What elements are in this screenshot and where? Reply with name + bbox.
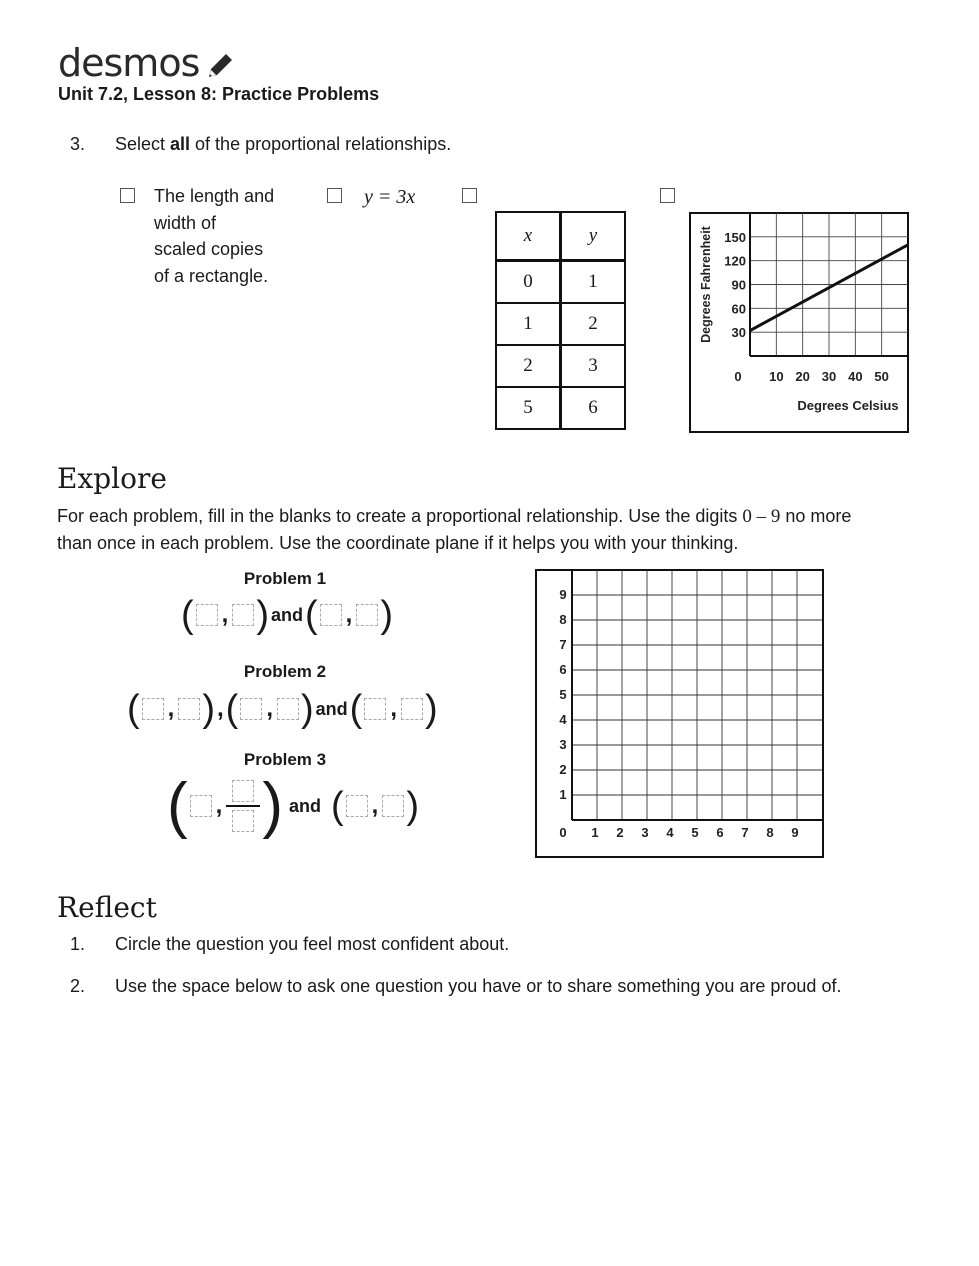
close-paren: ): [380, 594, 393, 636]
x-tick-label: 7: [741, 825, 749, 840]
open-paren: (: [167, 771, 188, 840]
page-subtitle: Unit 7.2, Lesson 8: Practice Problems: [58, 84, 380, 104]
x-tick-label: 5: [691, 825, 699, 840]
y-tick-label: 30: [731, 325, 746, 341]
plane-frame: [536, 570, 823, 857]
y-tick-label: 8: [559, 612, 567, 627]
question-text-a: Select: [115, 134, 171, 154]
open-paren: (: [305, 594, 318, 636]
option-a-line: scaled copies: [154, 239, 264, 259]
y-tick-label: 1: [559, 787, 567, 802]
reflect-item-text: Use the space below to ask one question you have or to share something you are proud of.: [115, 976, 842, 996]
fraction-bar: [226, 805, 260, 807]
y-tick-label: 9: [559, 587, 567, 602]
equation-text: y = 3x: [364, 186, 416, 208]
table-header-row: [496, 212, 625, 261]
numerator-box[interactable]: [232, 780, 254, 802]
option-a-text: [154, 183, 274, 289]
question-text-b: of the proportional relationships.: [190, 134, 452, 154]
explore-line-2: than once in each problem. Use the coordinate plane if it helps you with your thinking.: [57, 533, 739, 553]
blank-box[interactable]: [190, 795, 212, 817]
close-paren: ): [424, 688, 438, 730]
problem-2-blanks: [127, 690, 438, 728]
blank-box[interactable]: [232, 604, 254, 626]
table-cell: 5: [496, 387, 561, 429]
x-tick-label: 1: [591, 825, 599, 840]
digits-range: 0 – 9: [742, 506, 781, 527]
reflect-item-number: 2.: [70, 976, 86, 996]
x-tick-label: 0: [734, 369, 742, 384]
blank-box[interactable]: [320, 604, 342, 626]
table-row: [496, 261, 625, 304]
close-paren: ): [256, 594, 269, 636]
desmos-logo: [58, 40, 237, 86]
table-row: [496, 303, 625, 345]
pencil-icon: [203, 49, 237, 83]
comma: ,: [390, 695, 397, 722]
y-tick-label: 7: [559, 637, 567, 652]
table-row: [496, 345, 625, 387]
and-label: and: [288, 795, 321, 816]
comma: ,: [216, 695, 224, 722]
x-tick-label: 3: [641, 825, 649, 840]
option-a-line: of a rectangle.: [154, 265, 269, 286]
x-tick-label: 50: [874, 369, 889, 384]
x-tick-label: 30: [821, 369, 837, 384]
blank-box[interactable]: [346, 795, 368, 817]
y-tick-label: 5: [559, 687, 567, 702]
problem-1-title: Problem 1: [243, 569, 327, 588]
origin-label: 0: [559, 825, 567, 840]
blank-box[interactable]: [382, 795, 404, 817]
x-tick-label: 2: [616, 825, 624, 840]
comma: ,: [167, 695, 175, 722]
problem-3-blanks: [167, 771, 419, 840]
open-paren: (: [225, 688, 239, 730]
comma: ,: [266, 695, 273, 722]
explore-text-a: For each problem, fill in the blanks to create a proportional relationship. Use the digits: [57, 506, 743, 526]
table-cell: 2: [496, 345, 561, 387]
blank-box[interactable]: [178, 698, 200, 720]
x-tick-label: 6: [716, 825, 724, 840]
blank-box[interactable]: [142, 698, 164, 720]
blank-box[interactable]: [277, 698, 299, 720]
blank-box[interactable]: [240, 698, 262, 720]
explore-heading: Explore: [57, 462, 167, 495]
y-tick-label: 2: [559, 762, 567, 777]
table-header-y: y: [561, 212, 626, 261]
question-text: [115, 134, 451, 155]
open-paren: (: [331, 785, 344, 827]
option-b-checkbox[interactable]: [327, 188, 342, 203]
temperature-chart: [689, 212, 909, 433]
blank-box[interactable]: [356, 604, 378, 626]
explore-line-1: [57, 503, 937, 530]
y-tick-label: 150: [724, 229, 746, 245]
problem-1-blanks: [181, 596, 393, 634]
and-label: and: [315, 698, 348, 719]
question-text-bold: all: [170, 134, 191, 154]
table-cell: 1: [561, 261, 626, 304]
y-tick-label: 6: [559, 662, 567, 677]
x-tick-label: 8: [766, 825, 774, 840]
y-tick-label: 4: [559, 712, 567, 727]
problem-2-title: Problem 2: [243, 662, 327, 681]
option-a-checkbox[interactable]: [120, 188, 135, 203]
option-a-line: width of: [154, 212, 217, 233]
y-tick-label: 3: [559, 737, 567, 752]
comma: ,: [215, 792, 223, 819]
close-paren: ): [300, 688, 314, 730]
denominator-box[interactable]: [232, 810, 254, 832]
logo-text: desmos: [58, 41, 200, 85]
x-tick-label: 9: [791, 825, 799, 840]
table-cell: 1: [496, 303, 561, 345]
fraction: [226, 780, 260, 832]
reflect-item-number: 1.: [70, 934, 86, 954]
close-paren: ): [406, 785, 419, 827]
blank-box[interactable]: [196, 604, 218, 626]
y-tick-label: 120: [724, 253, 746, 269]
comma: ,: [371, 792, 379, 819]
x-tick-label: 40: [848, 369, 863, 384]
and-label: and: [270, 604, 303, 625]
comma: ,: [345, 601, 353, 628]
option-b-equation: [364, 186, 415, 209]
table-cell: 2: [561, 303, 626, 345]
table-cell: 0: [496, 261, 561, 304]
option-a-line: The length and: [154, 186, 275, 206]
problem-3-title: Problem 3: [243, 750, 327, 769]
xy-table: [495, 211, 626, 430]
close-paren: ): [202, 688, 215, 730]
x-tick-label: 4: [666, 825, 674, 840]
y-tick-label: 60: [731, 301, 746, 317]
table-row: [496, 387, 625, 429]
coordinate-plane[interactable]: [535, 569, 824, 858]
open-paren: (: [181, 594, 194, 636]
reflect-item-text: Circle the question you feel most confident about.: [115, 934, 510, 954]
table-cell: 6: [561, 387, 626, 429]
blank-box[interactable]: [401, 698, 423, 720]
comma: ,: [221, 601, 229, 628]
x-axis-label: Degrees Celsius: [797, 398, 899, 413]
blank-box[interactable]: [364, 698, 386, 720]
option-c-checkbox[interactable]: [462, 188, 477, 203]
reflect-heading: Reflect: [57, 891, 157, 924]
option-d-checkbox[interactable]: [660, 188, 675, 203]
x-tick-label: 10: [769, 369, 784, 384]
close-paren: ): [262, 771, 283, 840]
explore-instructions: [57, 503, 937, 557]
open-paren: (: [349, 688, 363, 730]
explore-text-b: no more: [780, 506, 852, 526]
x-tick-label: 20: [795, 369, 810, 384]
table-header-x: x: [496, 212, 561, 261]
y-tick-label: 90: [731, 277, 746, 293]
question-number: 3.: [70, 134, 86, 154]
table-cell: 3: [561, 345, 626, 387]
y-axis-label: Degrees Fahrenheit: [699, 226, 713, 343]
open-paren: (: [127, 688, 140, 730]
